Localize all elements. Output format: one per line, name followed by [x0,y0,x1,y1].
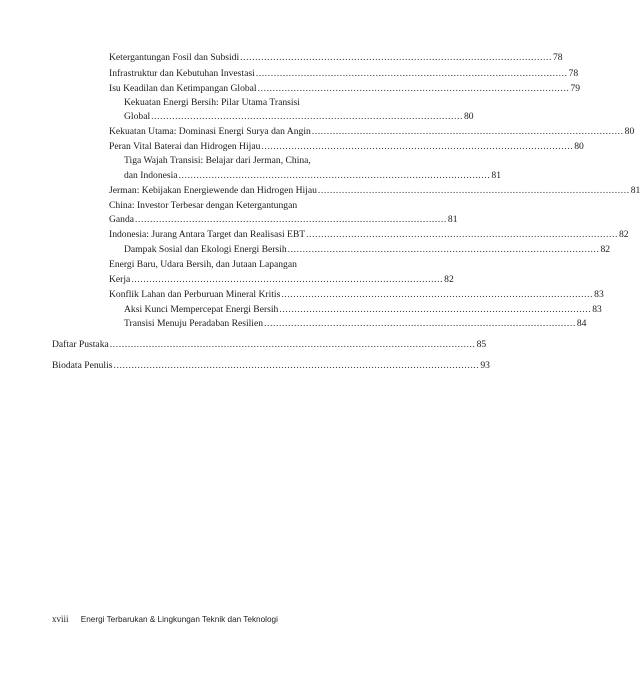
toc-entry-title: Global [124,111,151,122]
toc-leader-dots: .......................................................................................................................... [109,339,476,350]
toc-leader-dots: ........................................................................................................ [135,214,447,225]
toc-entry-page: 79 [570,83,581,94]
toc-leader-dots: .......................................................................................................................... [113,360,480,371]
toc-entry[interactable] [124,244,611,256]
toc-entry[interactable] [109,274,454,286]
toc-entry[interactable] [109,289,604,301]
toc-leader-dots: ........................................................................................................ [131,274,444,285]
toc-entry-title-line1[interactable]: Tiga Wajah Transisi: Belajar dari Jerman, China, [124,155,311,166]
toc-leader-dots: ........................................................................................................ [151,111,463,122]
book-title: Energi Terbarukan & Lingkungan Teknik dan Teknologi [80,615,278,624]
toc-entry-title: Kerja [109,274,131,285]
toc-entry-page: 78 [552,52,563,63]
toc-entry-title: Konflik Lahan dan Perburuan Mineral Kritis [109,289,281,300]
toc-leader-dots: ........................................................................................................ [261,141,574,152]
toc-entry-page: 82 [444,274,454,285]
toc-entry-page: 81 [630,185,640,196]
toc-entry-page: 80 [574,141,584,152]
toc-entry[interactable] [109,68,579,80]
toc-entry[interactable] [124,111,474,123]
toc-entry-title: dan Indonesia [124,170,178,181]
toc-entry-title: Indonesia: Jurang Antara Target dan Realisasi EBT [109,229,306,240]
toc-leader-dots: ........................................................................................................ [317,185,630,196]
toc-entry[interactable] [109,185,640,197]
toc-leader-dots: ........................................................................................................ [240,52,552,63]
toc-entry-page: 93 [480,360,490,371]
toc-entry-title-line1[interactable]: Kekuatan Energi Bersih: Pilar Utama Transisi [124,97,300,108]
toc-entry-page: 85 [476,339,487,350]
toc-entry[interactable] [109,52,563,64]
toc-leader-dots: ........................................................................................................ [257,83,570,94]
toc-entry[interactable] [124,318,587,330]
toc-entry[interactable] [52,360,490,372]
toc-entry-page: 81 [491,170,501,181]
toc-entry-page: 83 [594,289,604,300]
toc-entry-page: 83 [592,304,602,315]
toc-leader-dots: ........................................................................................................ [264,318,576,329]
toc-leader-dots: ........................................................................................................ [279,304,592,315]
toc-entry-title: Infrastruktur dan Kebutuhan Investasi [109,68,255,79]
toc-entry-title: Ganda [109,214,135,225]
toc-entry-title: Isu Keadilan dan Ketimpangan Global [109,83,257,94]
toc-entry-title: Transisi Menuju Peradaban Resilien [124,318,264,329]
toc-entry[interactable] [124,304,602,316]
toc-leader-dots: ........................................................................................................ [178,170,491,181]
toc-entry-title: Dampak Sosial dan Ekologi Energi Bersih [124,244,287,255]
toc-leader-dots: ........................................................................................................ [287,244,600,255]
toc-entry-page: 81 [447,214,458,225]
toc-entry-title: Jerman: Kebijakan Energiewende dan Hidrogen Hijau [109,185,317,196]
toc-entry-page: 78 [568,68,579,79]
toc-entry-title: Kekuatan Utama: Dominasi Energi Surya dan Angin [109,126,311,137]
toc-entry[interactable] [109,214,458,226]
toc-entry[interactable] [109,126,635,138]
toc-entry-page: 82 [618,229,629,240]
toc-leader-dots: ........................................................................................................ [306,229,618,240]
toc-entry-title-line1[interactable]: Energi Baru, Udara Bersih, dan Jutaan Lapangan [109,259,297,270]
toc-entry[interactable] [109,141,584,153]
toc-entry[interactable] [52,339,487,351]
toc-entry-title: Ketergantungan Fosil dan Subsidi [109,52,240,63]
toc-entry-title: Peran Vital Baterai dan Hidrogen Hijau [109,141,261,152]
toc-entry-title: Daftar Pustaka [52,339,109,350]
toc-leader-dots: ........................................................................................................ [255,68,568,79]
toc-entry-page: 82 [600,244,611,255]
page-footer [52,614,278,624]
toc-leader-dots: ........................................................................................................ [311,126,624,137]
toc-entry-title: Aksi Kunci Mempercepat Energi Bersih [124,304,279,315]
toc-leader-dots: ........................................................................................................ [281,289,594,300]
toc-entry-title-line1[interactable]: China: Investor Terbesar dengan Ketergantungan [109,200,298,211]
toc-entry[interactable] [109,83,581,95]
toc-entry-title: Biodata Penulis [52,360,113,371]
toc-entry-page: 80 [463,111,474,122]
page-number: xviii [52,614,69,624]
toc-entry[interactable] [124,170,501,182]
toc-entry[interactable] [109,229,629,241]
toc-entry-page: 80 [624,126,635,137]
toc-entry-page: 84 [576,318,587,329]
